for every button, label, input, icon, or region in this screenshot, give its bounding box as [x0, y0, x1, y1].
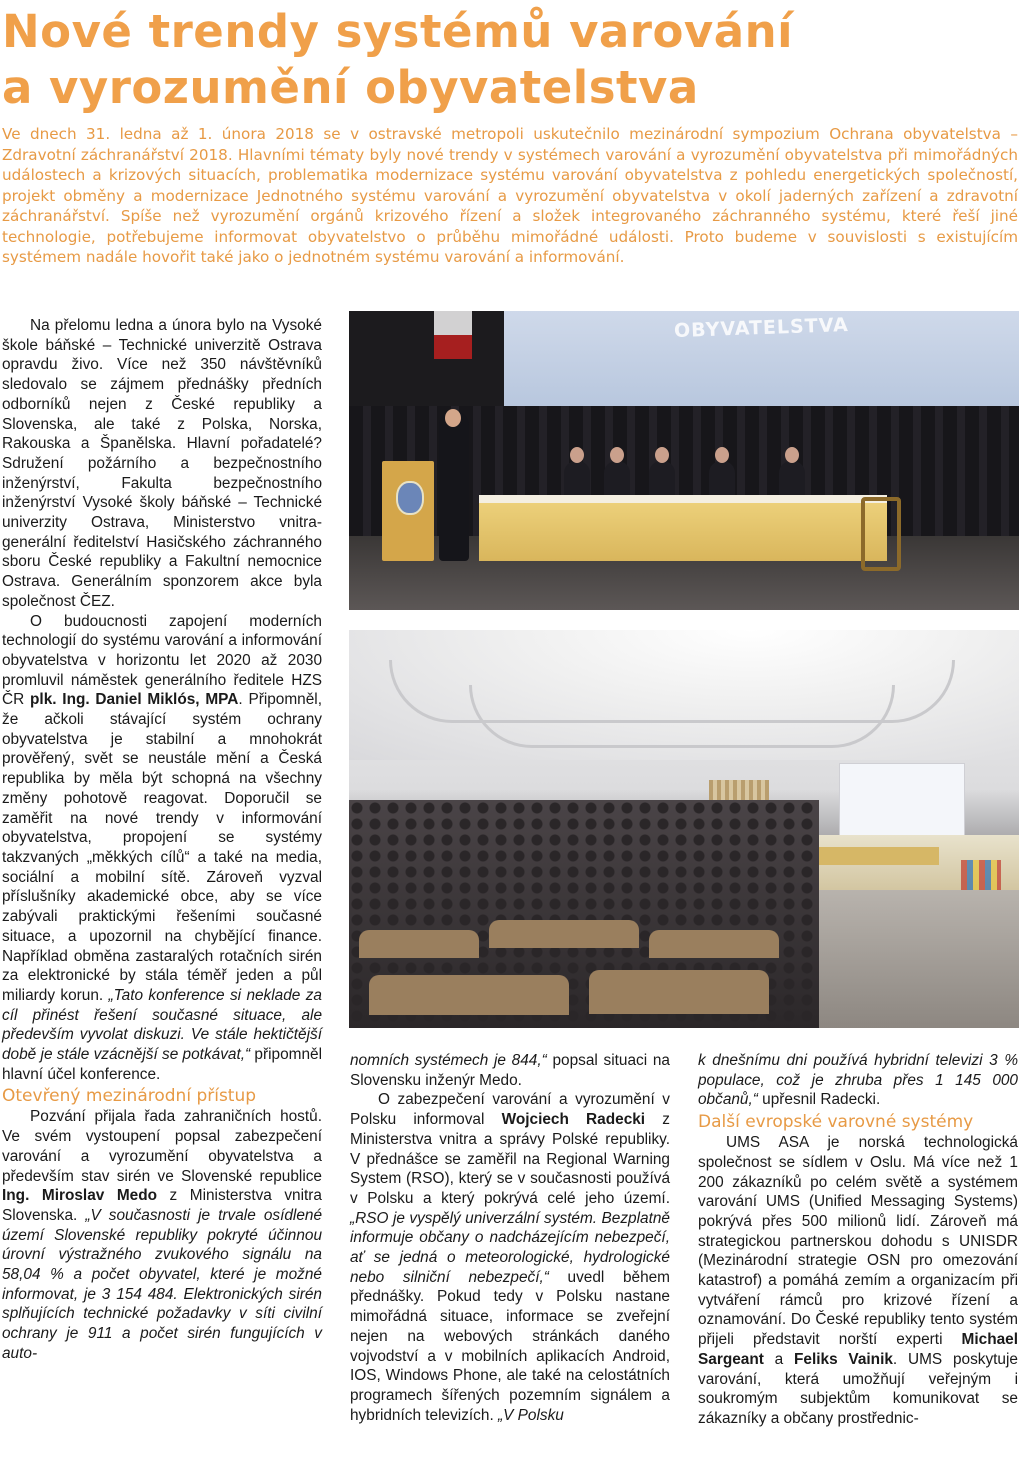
article-title: [2, 4, 1012, 116]
text-run: z Ministerstva vnitra a správy Polské republiky. V přednášce se zaměřil na Regional Warning System (RSO), který se v současnosti používá v Polsku a který pokrývá celé jeho území.: [350, 1111, 670, 1207]
paragraph-miklos: [2, 612, 322, 1085]
quote: „Tato konference si neklade za cíl přinést řešení současné situace, ale především vyvolat diskuzi. Ve stále hektičtější době je stále vzácnější se potkávat,“: [2, 986, 322, 1064]
screen-text: OBYVATELSTVA: [673, 313, 850, 343]
quote: k dnešnímu dni používá hybridní televizi 3 % populace, což je zhruba přes 1 145 000 občanů,“: [698, 1052, 1018, 1109]
subheading-european-systems: Další evropské varovné systémy: [698, 1112, 974, 1133]
person-name: Ing. Miroslav Medo: [2, 1187, 158, 1205]
article-lead: Ve dnech 31. ledna až 1. února 2018 se v ostravské metropoli uskutečnilo mezinárodní sympozium Ochrana obyvatelstva – Zdravotní záchranářství 2018. Hlavními tématy byly nové trendy v systémech varování a vyrozumění obyvatelstva při mimořádných událostech a krizových situacích, problematika modernizace systému varování obyvatelstva z pohledu energetických společností, projekt obměny a modernizace Jednotného systému varování a vyrozumění obyvatelstva v okolí jaderných zařízení a zdravotní záchranářství. Spíše než vyrozumění orgánů krizového řízení a složek integrovaného záchranného systému, které řeší jiné technologie, potřebujeme informovat obyvatelstvo o průběhu mimořádné události. Proto budeme v souvislosti s existujícím systémem nadále hovořit také jako o jednotném systému varování a informování.: [2, 125, 1018, 266]
subheading-open-approach: Otevřený mezinárodní přístup: [2, 1086, 257, 1107]
flag: [434, 311, 472, 359]
quote: „V současnosti je trvale osídlené území Slovenské republiky pokryté účinnou úrovní výstražného zvukového signálu na 58,04 % a počet obyvatel, které je možné informovat, je 3 154 484. Elektronických sirén splňujících technické požadavky v síti civilní ochrany je 911 a počet sirén fungujících v auto-: [2, 1206, 323, 1362]
paragraph-radecki-cont: [698, 1051, 1018, 1110]
column-1: [2, 316, 322, 1364]
presidium-table: [799, 847, 939, 865]
text-run: O budoucnosti zapojení moderních technologií do systému varování a informování obyvatelstva v horizontu let 2020 až 2030 promluvil náměstek generálního ředitele HZS ČR: [2, 612, 322, 709]
text-run: . UMS poskytuje varování, která umožňují veřejným i soukromým subjektům komunikovat se zákazníky a občany prostřednic-: [698, 1350, 1018, 1427]
title-line-1: Nové trendy systémů varování: [2, 5, 794, 58]
aisle-steps: [789, 890, 1019, 1028]
text-run: O zabezpečení varování a vyrozumění v Polsku informoval: [350, 1091, 670, 1129]
panelist-head: [715, 447, 729, 463]
column-3: [698, 1051, 1018, 1429]
ceiling-arch: [469, 685, 895, 748]
text-run: Pozvání přijala řada zahraničních hostů. Ve svém vystoupení popsal zabezpečení varování a vyrozumění obyvatelstva a především stav sirén ve Slovenské republice: [2, 1108, 322, 1185]
panelist-head: [610, 447, 624, 463]
projection-screen: [504, 311, 1019, 406]
quote: „RSO je vyspělý univerzální systém. Bezplatně informuje občany o nadcházejícím nebezpečí, ať se jedná o meteorologické, hydrologické nebo silniční nebezpečí,“: [350, 1209, 670, 1286]
paragraph-medo: [2, 1107, 322, 1363]
panelist-head: [655, 447, 669, 463]
paragraph-ums: [698, 1133, 1018, 1429]
paragraph-medo-cont: [350, 1051, 670, 1090]
photo-auditorium: [349, 630, 1019, 1028]
speaker: [439, 411, 469, 561]
person-name: Michael Sargeant: [698, 1331, 1018, 1368]
text-run: upřesnil Radecki.: [757, 1091, 881, 1109]
panelist-head: [785, 447, 799, 463]
paragraph-intro: Na přelomu ledna a února bylo na Vysoké škole báňské – Technické univerzitě Ostrava opravdu živo. Více než 350 návštěvníků sledovalo se zájmem přednášky předních odborníků nejen z České republiky a Slovenska, ale také z Polska, Norska, Rakouska a Španělska. Hlavní pořadatelé? Sdružení požárního a bezpečnostního inženýrství, Fakulta bezpečnostního inženýrství Vysoké školy báňské – Technické univerzity Ostrava, Ministerstvo vnitra-generální ředitelství Hasičského záchranného sboru České republiky a Fakultní nemocnice Ostrava. Generálním sponzorem akce byla společnost ČEZ.: [2, 317, 322, 610]
panelist-head: [570, 447, 584, 463]
text-run: a: [763, 1350, 794, 1368]
text-run: připomněl hlavní účel konference.: [2, 1046, 322, 1083]
quote: „V Polsku: [498, 1406, 564, 1424]
text-run: . Připomněl, že ačkoli stávající systém ochrany obyvatelstva je stabilní a mnohokrát prověřený, svět se neustále mění a Česká republika by měla být schopná na všechny změny pohotově reagovat. Doporučil se zaměřit na nové trendy v informování obyvatelstva, propojení se systémy takzvaných „měkkých cílů“ a také na media, sociální a mobilní sítě. Zároveň vyzval příslušníky akademické obce, aby se více zabývali praktickými řešeními současné situace, a upozornil na chybějící finance. Například obměna zastaralých rotačních sirén za elektronické by stála téměř jeden a půl miliardy korun.: [2, 691, 323, 1004]
person-name: Feliks Vainik: [794, 1350, 893, 1368]
university-seal: [396, 481, 424, 515]
seat-row: [649, 930, 779, 958]
text-run: z Ministerstva vnitra Slovenska.: [2, 1187, 322, 1224]
title-line-2: a vyrozumění obyvatelstva: [2, 61, 699, 114]
quote: nomních systémech je 844,“: [350, 1052, 547, 1069]
person-name: plk. Ing. Daniel Miklós, MPA: [30, 691, 239, 709]
seat-row: [489, 920, 639, 948]
speaker-head: [445, 409, 461, 427]
seat-row: [369, 975, 569, 1015]
text-run: popsal situaci na Slovensku inženýr Medo.: [350, 1052, 670, 1089]
text-run: uvedl během přednášky. Pokud tedy v Polsku nastane mimořádná situace, informace se zveřejní nejen na webových stránkách daného vojvodství a v mobilních aplikacích Android, IOS, Windows Phone, ale také na celostátních programech šířených pozemním signálem a hybridních televizích.: [350, 1268, 671, 1424]
photo-conference-stage: [349, 311, 1019, 610]
seat-row: [359, 930, 479, 958]
seat-row: [589, 970, 769, 1014]
podium: [382, 461, 434, 561]
text-run: UMS ASA je norská technologická společnost se sídlem v Oslu. Má více než 1 200 zákazníků po celém světě a systémem varování UMS (Unified Messaging Systems) pokrývá přes 500 milionů lidí. Zároveň má strategickou partnerskou dohodu s UNISDR (Mezinárodní strategie OSN pro omezování katastrof) a pomáhá zemím a organizacím při vytváření rámců pro krizové řízení a oznamování. Do České republiky tento systém přijeli představit norští experti: [698, 1134, 1018, 1349]
presidium-table: [479, 503, 887, 561]
projection-screen: [839, 763, 965, 837]
column-2: [350, 1051, 670, 1425]
paragraph-radecki: [350, 1090, 670, 1425]
person-name: Wojciech Radecki: [501, 1111, 646, 1129]
chair: [861, 497, 901, 571]
